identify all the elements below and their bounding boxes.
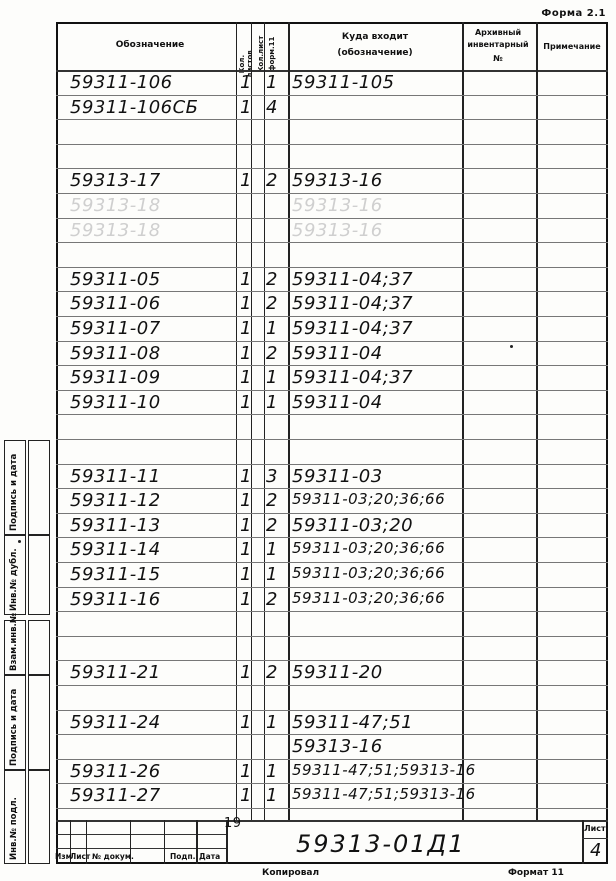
header-where-1: Куда входит <box>341 32 409 42</box>
row-divider <box>56 513 608 514</box>
designation-cell: 59311-16 <box>70 588 161 610</box>
punch-mark <box>18 540 21 543</box>
header-where-2: (обозначение) <box>337 48 413 58</box>
designation-cell: 59311-15 <box>70 564 161 585</box>
header-count-a: Кол.лист <box>256 35 265 73</box>
row-divider <box>56 734 608 735</box>
row-divider <box>56 168 608 169</box>
where-cell: 59311-04;37 <box>292 367 414 389</box>
designation-cell: 59311-21 <box>70 662 161 684</box>
designation-cell: 59311-14 <box>70 539 161 561</box>
column-divider <box>462 22 464 820</box>
row-divider <box>56 439 608 440</box>
stamp-line <box>56 848 226 849</box>
row-divider <box>56 537 608 538</box>
margin-strip <box>4 440 54 864</box>
where-cell: 59311-47;51;59313-16 <box>292 785 476 804</box>
count-cell: 2 <box>266 170 278 192</box>
where-cell: 59311-03;20;36;66 <box>292 539 446 558</box>
column-divider <box>251 22 252 820</box>
sheets-cell: 1 <box>240 96 252 118</box>
row-divider <box>56 587 608 588</box>
row-divider <box>56 636 608 637</box>
sheets-cell: 1 <box>240 367 252 389</box>
sheets-cell: 1 <box>240 318 252 339</box>
row-divider <box>56 267 608 268</box>
row-divider <box>56 759 608 760</box>
count-cell: 2 <box>266 490 278 512</box>
sheets-cell: 1 <box>240 72 252 93</box>
where-cell: 59311-03;20;36;66 <box>292 588 446 607</box>
count-cell: 1 <box>266 760 278 782</box>
count-cell: 1 <box>266 391 278 413</box>
punch-mark <box>510 345 513 348</box>
designation-cell: 59311-05 <box>70 268 161 290</box>
designation-cell: 59311-08 <box>70 342 161 364</box>
where-cell: 59313-16 <box>292 195 383 216</box>
designation-cell: 59311-09 <box>70 367 161 389</box>
stamp-line <box>56 834 226 835</box>
stamp-label-doc: № докум. <box>92 852 134 861</box>
where-cell: 59311-04;37 <box>292 318 414 339</box>
form-label: Форма 2.1 <box>541 8 606 19</box>
title-block <box>55 816 608 864</box>
sheets-cell: 1 <box>240 662 252 684</box>
designation-cell: 59313-18 <box>70 195 161 216</box>
sheets-cell: 1 <box>240 564 252 585</box>
where-cell: 59311-03;20 <box>292 514 414 536</box>
header-archive-1: Архивный <box>474 28 522 37</box>
where-cell: 59313-16 <box>292 219 383 241</box>
sheets-cell: 1 <box>240 391 252 413</box>
count-cell: 1 <box>266 367 278 389</box>
stamp-top-line <box>56 820 608 822</box>
count-cell: 2 <box>266 293 278 315</box>
sheets-cell: 1 <box>240 539 252 561</box>
footer-format: Формат 11 <box>508 868 564 878</box>
row-divider <box>56 414 608 415</box>
sheets-cell: 1 <box>240 342 252 364</box>
sheets-cell: 1 <box>240 490 252 512</box>
sheets-cell: 1 <box>240 268 252 290</box>
row-divider <box>56 808 608 809</box>
sheets-cell: 1 <box>240 711 252 733</box>
sheets-cell: 1 <box>240 588 252 610</box>
margin-box <box>28 440 50 535</box>
sheets-cell: 1 <box>240 514 252 536</box>
row-divider <box>56 95 608 96</box>
count-cell: 2 <box>266 662 278 684</box>
stamp-label-date: Дата <box>199 852 221 861</box>
row-divider <box>56 144 608 145</box>
designation-cell: 59311-11 <box>70 465 161 487</box>
where-cell: 59311-47;51;59313-16 <box>292 760 476 779</box>
designation-cell: 59311-06 <box>70 293 161 315</box>
header-sheets: Кол. листов <box>237 50 254 78</box>
row-divider <box>56 193 608 194</box>
row-divider <box>56 316 608 317</box>
stamp-label-change: Изм <box>55 852 72 861</box>
designation-cell: 59311-24 <box>70 711 161 733</box>
margin-label: Инв.№ подл. <box>9 797 19 860</box>
stamp-label-sheet: Лист <box>70 852 91 861</box>
count-cell: 1 <box>266 711 278 733</box>
sheets-cell: 1 <box>240 170 252 192</box>
where-cell: 59311-03;20;36;66 <box>292 564 446 582</box>
count-cell: 2 <box>266 588 278 610</box>
where-cell: 59311-04;37 <box>292 268 414 290</box>
count-cell: 1 <box>266 785 278 807</box>
where-cell: 59311-03;20;36;66 <box>292 490 446 509</box>
column-divider <box>536 22 538 820</box>
count-cell: 3 <box>266 465 278 487</box>
row-divider <box>56 660 608 661</box>
stamp-small-number: 19 <box>224 816 242 831</box>
designation-cell: 59311-27 <box>70 785 161 807</box>
designation-cell: 59313-17 <box>70 170 161 192</box>
row-divider <box>56 242 608 243</box>
designation-cell: 59311-13 <box>70 514 161 536</box>
count-cell: 1 <box>266 318 278 339</box>
count-cell: 4 <box>266 96 278 118</box>
margin-box <box>28 620 50 675</box>
row-divider <box>56 365 608 366</box>
header-designation: Обозначение <box>115 40 185 50</box>
count-cell: 2 <box>266 342 278 364</box>
count-cell: 1 <box>266 72 278 93</box>
sheets-cell: 1 <box>240 785 252 807</box>
margin-label: Подпись и дата <box>9 688 19 766</box>
header-note: Примечание <box>543 42 601 51</box>
margin-label: Подпись и дата <box>9 453 19 531</box>
designation-cell: 59311-12 <box>70 490 161 512</box>
sheets-cell: 1 <box>240 760 252 782</box>
row-divider <box>56 488 608 489</box>
where-cell: 59311-04 <box>292 391 383 413</box>
sheets-cell: 1 <box>240 465 252 487</box>
designation-cell: 59311-106 <box>70 72 173 93</box>
column-divider <box>264 22 265 820</box>
where-cell: 59311-47;51 <box>292 711 414 733</box>
margin-box <box>28 535 50 615</box>
row-divider <box>56 464 608 465</box>
header-archive-3: № <box>493 54 503 63</box>
column-divider <box>288 22 290 820</box>
count-cell: 2 <box>266 514 278 536</box>
stamp-line <box>582 838 608 839</box>
row-divider <box>56 390 608 391</box>
row-divider <box>56 341 608 342</box>
stamp-vline <box>196 820 198 864</box>
designation-cell: 59311-26 <box>70 760 161 782</box>
count-cell: 1 <box>266 564 278 585</box>
row-divider <box>56 710 608 711</box>
where-cell: 59313-16 <box>292 170 383 192</box>
designation-cell: 59311-106СБ <box>70 96 199 118</box>
where-cell: 59311-04 <box>292 342 383 364</box>
margin-label: Взам.инв.№ <box>9 613 19 671</box>
margin-label: Инв.№ дубл. <box>9 548 19 611</box>
designation-cell: 59313-18 <box>70 219 161 241</box>
designation-cell: 59311-10 <box>70 391 161 413</box>
sheets-cell: 1 <box>240 293 252 315</box>
header-count-b: форм.11 <box>267 36 276 72</box>
header-archive-2: инвентарный <box>467 40 529 49</box>
stamp-sheet-label: Лист <box>584 824 606 833</box>
stamp-label-sign: Подп. <box>170 852 196 861</box>
row-divider <box>56 611 608 612</box>
row-divider <box>56 562 608 563</box>
where-cell: 59313-16 <box>292 736 383 758</box>
row-divider <box>56 783 608 784</box>
row-divider <box>56 291 608 292</box>
where-cell: 59311-03 <box>292 465 383 487</box>
footer-copied: Копировал <box>262 868 320 878</box>
margin-box <box>28 770 50 864</box>
row-divider <box>56 685 608 686</box>
row-divider <box>56 119 608 120</box>
column-divider <box>236 22 237 820</box>
stamp-designation: 59313-01Д1 <box>296 830 466 858</box>
where-cell: 59311-105 <box>292 72 395 93</box>
row-divider <box>56 218 608 219</box>
stamp-vline <box>164 820 165 864</box>
stamp-sheet-number: 4 <box>590 840 602 861</box>
where-cell: 59311-04;37 <box>292 293 414 315</box>
where-cell: 59311-20 <box>292 662 383 684</box>
margin-box <box>28 675 50 770</box>
count-cell: 2 <box>266 268 278 290</box>
count-cell: 1 <box>266 539 278 561</box>
designation-cell: 59311-07 <box>70 318 161 339</box>
